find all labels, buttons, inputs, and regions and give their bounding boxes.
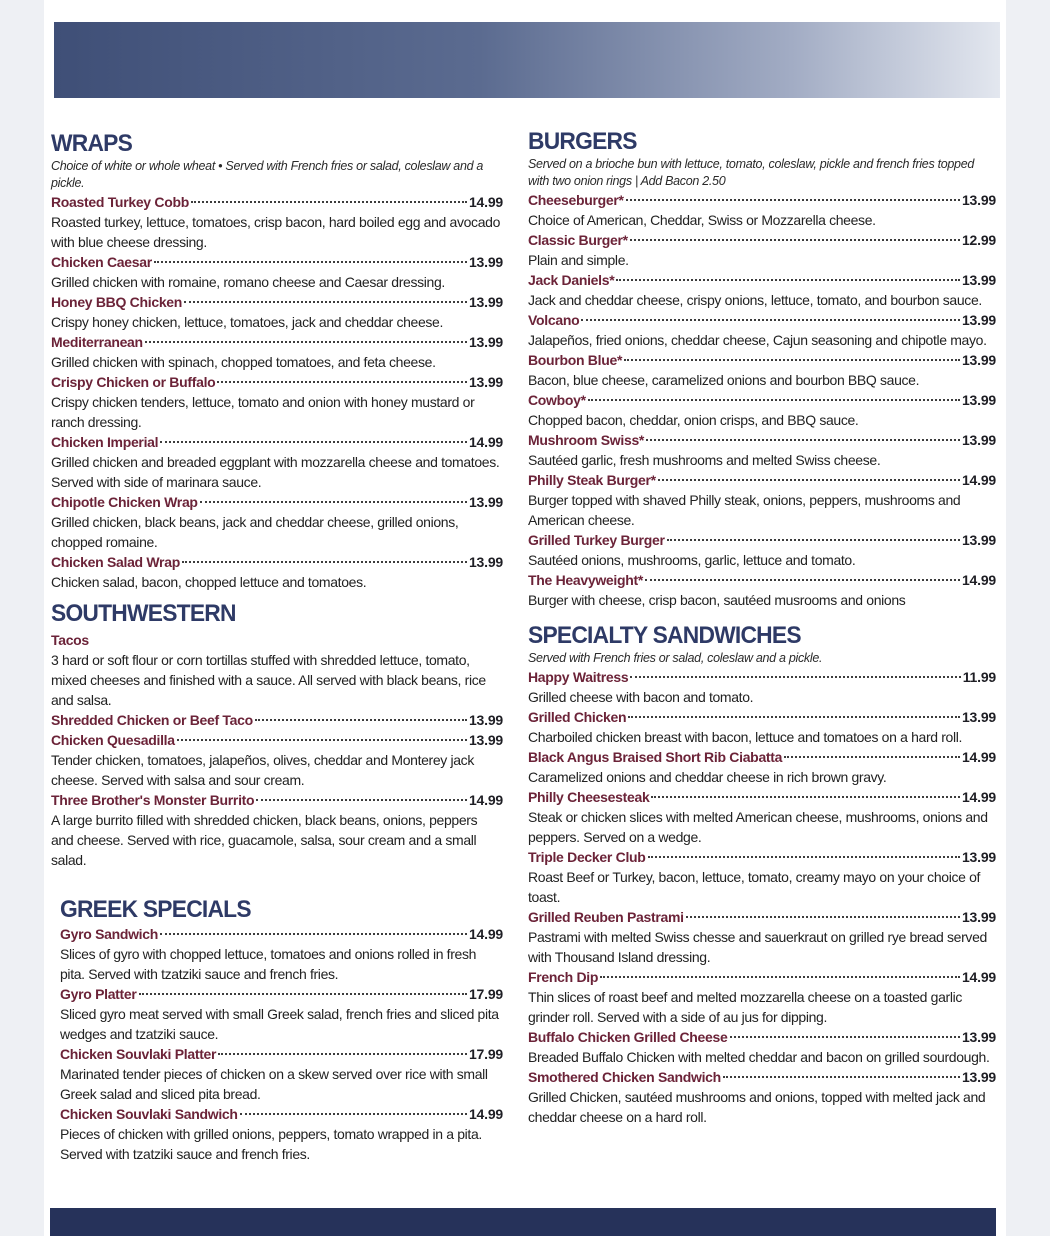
menu-item [51, 710, 503, 730]
menu-item [51, 492, 503, 552]
menu-item-name: Grilled Reuben Pastrami [528, 909, 684, 925]
tacos-desc: 3 hard or soft flour or corn tortillas stuffed with shredded lettuce, tomato, mixed cheeses and finished with a sauce. All served with black beans, rice and salsa. [51, 652, 486, 708]
menu-item-description: Grilled chicken, black beans, jack and cheddar cheese, grilled onions, chopped romaine. [51, 514, 459, 550]
menu-item [528, 1067, 996, 1127]
menu-item-price: 13.99 [468, 554, 503, 570]
menu-item-price: 13.99 [468, 374, 503, 390]
menu-item-price: 13.99 [961, 1029, 996, 1045]
menu-item-header [51, 192, 503, 212]
menu-item-header [528, 530, 996, 550]
left-column [51, 130, 503, 1164]
dot-leader [651, 796, 960, 798]
menu-item-name: Mushroom Swiss* [528, 432, 645, 448]
menu-item-header [51, 332, 503, 352]
menu-item-header [528, 350, 996, 370]
menu-item [528, 430, 996, 470]
menu-item-name: Roasted Turkey Cobb [51, 194, 189, 210]
menu-item-name: Shredded Chicken or Beef Taco [51, 712, 253, 728]
menu-item-price: 13.99 [961, 1069, 996, 1085]
specialty-subtitle: Served with French fries or salad, coleslaw and a pickle. [528, 651, 823, 665]
dot-leader [139, 993, 467, 995]
dot-leader [218, 1053, 467, 1055]
menu-item [528, 747, 996, 787]
menu-item-description: Charboiled chicken breast with bacon, lettuce and tomatoes on a hard roll. [528, 729, 963, 745]
menu-item [51, 730, 503, 790]
menu-item-name: Chicken Souvlaki Sandwich [60, 1106, 238, 1122]
dot-leader [240, 1113, 467, 1115]
menu-item-header [528, 1067, 996, 1087]
dot-leader [630, 239, 960, 241]
menu-item-description: Pastrami with melted Swiss chesse and sauerkraut on grilled rye bread served with Thousand Island dressing. [528, 929, 987, 965]
menu-item [51, 192, 503, 252]
menu-item-name: Volcano [528, 312, 580, 328]
menu-item [528, 907, 996, 967]
burgers-list [528, 190, 996, 610]
menu-item-description: Breaded Buffalo Chicken with melted cheddar and bacon on grilled sourdough. [528, 1049, 990, 1065]
menu-item-price: 11.99 [962, 669, 996, 685]
menu-item [528, 707, 996, 747]
menu-item [51, 372, 503, 432]
menu-item-description: Chicken salad, bacon, chopped lettuce and tomatoes. [51, 574, 367, 590]
menu-item [51, 252, 503, 292]
menu-item-name: Honey BBQ Chicken [51, 294, 183, 310]
menu-item-description: Marinated tender pieces of chicken on a skew served over rice with small Greek salad and sliced pita bread. [60, 1066, 488, 1102]
menu-item-description: Jalapeños, fried onions, cheddar cheese, Cajun seasoning and chipotle mayo. [528, 332, 987, 348]
menu-item-price: 13.99 [961, 192, 996, 208]
menu-item-description: Crispy honey chicken, lettuce, tomatoes, jack and cheddar cheese. [51, 314, 444, 330]
menu-item-header [60, 1104, 503, 1124]
top-banner [54, 22, 1000, 98]
menu-item [51, 552, 503, 592]
right-column [528, 128, 996, 1127]
menu-item-name: Jack Daniels* [528, 272, 615, 288]
greek-list [60, 924, 503, 1164]
menu-item-description: Grilled chicken with spinach, chopped tomatoes, and feta cheese. [51, 354, 436, 370]
menu-item [528, 967, 996, 1027]
menu-item-header [51, 372, 503, 392]
menu-item-header [528, 967, 996, 987]
menu-item-price: 13.99 [961, 709, 996, 725]
menu-item-description: Steak or chicken slices with melted American cheese, mushrooms, onions and peppers. Served on a wedge. [528, 809, 988, 845]
menu-item-header [528, 570, 996, 590]
menu-item-price: 13.99 [961, 532, 996, 548]
dot-leader [646, 439, 960, 441]
menu-item-header [51, 552, 503, 572]
menu-item-name: Three Brother's Monster Burrito [51, 792, 255, 808]
menu-item-price: 13.99 [961, 312, 996, 328]
wraps-subtitle: Choice of white or whole wheat • Served with French fries or salad, coleslaw and a pickle. [51, 159, 484, 190]
menu-item-name: Philly Steak Burger* [528, 472, 656, 488]
menu-item-description: Roast Beef or Turkey, bacon, lettuce, tomato, creamy mayo on your choice of toast. [528, 869, 981, 905]
menu-item-price: 13.99 [468, 712, 503, 728]
menu-item-price: 13.99 [468, 334, 503, 350]
dot-leader [658, 479, 960, 481]
greek-section [51, 896, 503, 1164]
menu-item-price: 13.99 [961, 849, 996, 865]
menu-item-description: Caramelized onions and cheddar cheese in rich brown gravy. [528, 769, 887, 785]
menu-item [528, 847, 996, 907]
menu-item-description: Roasted turkey, lettuce, tomatoes, crisp bacon, hard boiled egg and avocado with blue cheese dressing. [51, 214, 501, 250]
menu-item-name: Classic Burger* [528, 232, 628, 248]
greek-title: GREEK SPECIALS [60, 896, 251, 923]
menu-item [528, 350, 996, 390]
dot-leader [648, 856, 960, 858]
menu-item-description: Grilled cheese with bacon and tomato. [528, 689, 754, 705]
southwestern-title: SOUTHWESTERN [51, 600, 236, 627]
dot-leader [667, 539, 960, 541]
specialty-title: SPECIALTY SANDWICHES [528, 622, 801, 649]
burgers-subtitle: Served on a brioche bun with lettuce, tomato, coleslaw, pickle and french fries topped with two onion rings | Add Bacon 2.50 [528, 157, 975, 188]
menu-item-header [528, 190, 996, 210]
menu-item [528, 1027, 996, 1067]
menu-item-description: Burger topped with shaved Philly steak, onions, peppers, mushrooms and American cheese. [528, 492, 961, 528]
menu-item-price: 14.99 [961, 789, 996, 805]
dot-leader [730, 1036, 960, 1038]
menu-item [528, 190, 996, 230]
menu-item-header [528, 430, 996, 450]
menu-item-price: 14.99 [961, 472, 996, 488]
menu-item-price: 13.99 [468, 294, 503, 310]
menu-item-price: 13.99 [961, 352, 996, 368]
menu-item-description: Grilled Chicken, sautéed mushrooms and onions, topped with melted jack and cheddar cheese on a hard roll. [528, 1089, 986, 1125]
southwestern-list [51, 710, 503, 870]
dot-leader [200, 501, 467, 503]
menu-item-price: 14.99 [961, 749, 996, 765]
menu-item-header [528, 747, 996, 767]
menu-item-description: Sautéed onions, mushrooms, garlic, lettuce and tomato. [528, 552, 856, 568]
menu-item-description: Grilled chicken with romaine, romano cheese and Caesar dressing. [51, 274, 445, 290]
dot-leader [191, 201, 467, 203]
dot-leader [723, 1076, 960, 1078]
tacos-label: Tacos [51, 632, 89, 648]
dot-leader [784, 756, 960, 758]
dot-leader [616, 279, 960, 281]
menu-item-description: Sautéed garlic, fresh mushrooms and melted Swiss cheese. [528, 452, 881, 468]
menu-item-name: Grilled Chicken [528, 709, 627, 725]
menu-item-header [528, 470, 996, 490]
menu-item-description: Crispy chicken tenders, lettuce, tomato and onion with honey mustard or ranch dressing. [51, 394, 475, 430]
menu-item-description: Bacon, blue cheese, caramelized onions and bourbon BBQ sauce. [528, 372, 920, 388]
wraps-title: WRAPS [51, 130, 133, 157]
menu-item-description: Choice of American, Cheddar, Swiss or Mozzarella cheese. [528, 212, 876, 228]
menu-item-header [51, 492, 503, 512]
dot-leader [581, 319, 960, 321]
dot-leader [628, 716, 960, 718]
menu-item [528, 310, 996, 350]
menu-item-price: 13.99 [468, 494, 503, 510]
menu-item-header [51, 252, 503, 272]
menu-item [60, 924, 503, 984]
menu-item-name: Chicken Salad Wrap [51, 554, 180, 570]
menu-item [60, 1104, 503, 1164]
menu-item-price: 14.99 [468, 434, 503, 450]
menu-item [51, 292, 503, 332]
menu-item-price: 14.99 [961, 969, 996, 985]
dot-leader [645, 579, 960, 581]
menu-item-price: 14.99 [468, 926, 503, 942]
menu-item-header [60, 984, 503, 1004]
menu-item-header [60, 1044, 503, 1064]
menu-item [528, 470, 996, 530]
menu-item [528, 530, 996, 570]
menu-item-description: Burger with cheese, crisp bacon, sautéed musrooms and onions [528, 592, 906, 608]
dot-leader [630, 676, 960, 678]
menu-item-name: Triple Decker Club [528, 849, 646, 865]
menu-item-name: Philly Cheesesteak [528, 789, 650, 805]
menu-item-name: French Dip [528, 969, 599, 985]
dot-leader [177, 739, 467, 741]
dot-leader [588, 399, 960, 401]
menu-item-name: Chicken Imperial [51, 434, 159, 450]
menu-item-name: Black Angus Braised Short Rib Ciabatta [528, 749, 783, 765]
menu-item-name: Chicken Souvlaki Platter [60, 1046, 217, 1062]
menu-item [528, 667, 996, 707]
menu-item-header [528, 270, 996, 290]
dot-leader [255, 719, 467, 721]
dot-leader [184, 301, 467, 303]
dot-leader [626, 199, 960, 201]
menu-item-description: Chopped bacon, cheddar, onion crisps, and BBQ sauce. [528, 412, 859, 428]
menu-item-description: Grilled chicken and breaded eggplant with mozzarella cheese and tomatoes. Served with side of marinara sauce. [51, 454, 500, 490]
menu-item [60, 984, 503, 1044]
menu-item-name: Happy Waitress [528, 669, 629, 685]
menu-item-name: Smothered Chicken Sandwich [528, 1069, 721, 1085]
burgers-title: BURGERS [528, 128, 637, 155]
menu-item-price: 14.99 [468, 792, 503, 808]
dot-leader [686, 916, 960, 918]
wraps-list [51, 192, 503, 592]
menu-item-name: The Heavyweight* [528, 572, 644, 588]
menu-item-price: 13.99 [961, 392, 996, 408]
menu-item-price: 13.99 [468, 254, 503, 270]
menu-item-description: Jack and cheddar cheese, crispy onions, lettuce, tomato, and bourbon sauce. [528, 292, 982, 308]
menu-item-description: Pieces of chicken with grilled onions, peppers, tomato wrapped in a pita. Served with tzatziki sauce and french fries. [60, 1126, 482, 1162]
menu-item [51, 332, 503, 372]
menu-item-header [528, 667, 996, 687]
dot-leader [217, 381, 467, 383]
menu-item-name: Cheeseburger* [528, 192, 624, 208]
menu-item-price: 14.99 [961, 572, 996, 588]
menu-item-price: 17.99 [468, 1046, 503, 1062]
dot-leader [624, 359, 960, 361]
menu-item [528, 787, 996, 847]
menu-item-name: Cowboy* [528, 392, 586, 408]
menu-item-price: 13.99 [961, 909, 996, 925]
menu-item-name: Gyro Platter [60, 986, 137, 1002]
menu-item-header [51, 790, 503, 810]
menu-item [60, 1044, 503, 1104]
menu-item-header [528, 847, 996, 867]
dot-leader [600, 976, 960, 978]
menu-item-header [528, 907, 996, 927]
menu-item-header [51, 292, 503, 312]
menu-item-price: 13.99 [961, 432, 996, 448]
menu-item-name: Buffalo Chicken Grilled Cheese [528, 1029, 728, 1045]
dot-leader [256, 799, 467, 801]
menu-item-header [528, 390, 996, 410]
menu-item-price: 13.99 [961, 272, 996, 288]
menu-item-header [51, 432, 503, 452]
menu-item-header [51, 710, 503, 730]
menu-item-header [528, 230, 996, 250]
menu-item-name: Chipotle Chicken Wrap [51, 494, 198, 510]
bottom-banner [50, 1208, 996, 1236]
menu-item [51, 790, 503, 870]
menu-item-price: 14.99 [468, 1106, 503, 1122]
menu-item-header [528, 1027, 996, 1047]
menu-item [528, 270, 996, 310]
menu-item-header [528, 310, 996, 330]
menu-item-name: Mediterranean [51, 334, 143, 350]
menu-item [528, 390, 996, 430]
menu-item-header [528, 787, 996, 807]
menu-item-price: 13.99 [468, 732, 503, 748]
menu-item-price: 12.99 [961, 232, 996, 248]
menu-item-description: Plain and simple. [528, 252, 629, 268]
menu-item-price: 17.99 [468, 986, 503, 1002]
menu-item-header [60, 924, 503, 944]
menu-item [528, 230, 996, 270]
menu-item-name: Chicken Quesadilla [51, 732, 175, 748]
dot-leader [182, 561, 467, 563]
menu-item-description: Sliced gyro meat served with small Greek salad, french fries and sliced pita wedges and tzatziki sauce. [60, 1006, 499, 1042]
dot-leader [154, 261, 467, 263]
specialty-list [528, 667, 996, 1127]
menu-item-name: Crispy Chicken or Buffalo [51, 374, 216, 390]
menu-item-description: Thin slices of roast beef and melted mozzarella cheese on a toasted garlic grinder roll. Served with a side of au jus for dipping. [528, 989, 963, 1025]
menu-item-description: Tender chicken, tomatoes, jalapeños, olives, cheddar and Monterey jack cheese. Served with salsa and sour cream. [51, 752, 474, 788]
menu-item-header [528, 707, 996, 727]
menu-item-description: A large burrito filled with shredded chicken, black beans, onions, peppers and cheese. Served with rice, guacamole, salsa, sour cream and a small salad. [51, 812, 478, 868]
menu-item-price: 14.99 [468, 194, 503, 210]
menu-item [51, 432, 503, 492]
menu-item-name: Bourbon Blue* [528, 352, 623, 368]
menu-item-name: Gyro Sandwich [60, 926, 159, 942]
dot-leader [160, 933, 467, 935]
menu-item-description: Slices of gyro with chopped lettuce, tomatoes and onions rolled in fresh pita. Served with tzatziki sauce and french fries. [60, 946, 477, 982]
menu-item-name: Chicken Caesar [51, 254, 152, 270]
menu-item-name: Grilled Turkey Burger [528, 532, 665, 548]
dot-leader [145, 341, 467, 343]
menu-item-header [51, 730, 503, 750]
dot-leader [160, 441, 467, 443]
menu-item [528, 570, 996, 610]
